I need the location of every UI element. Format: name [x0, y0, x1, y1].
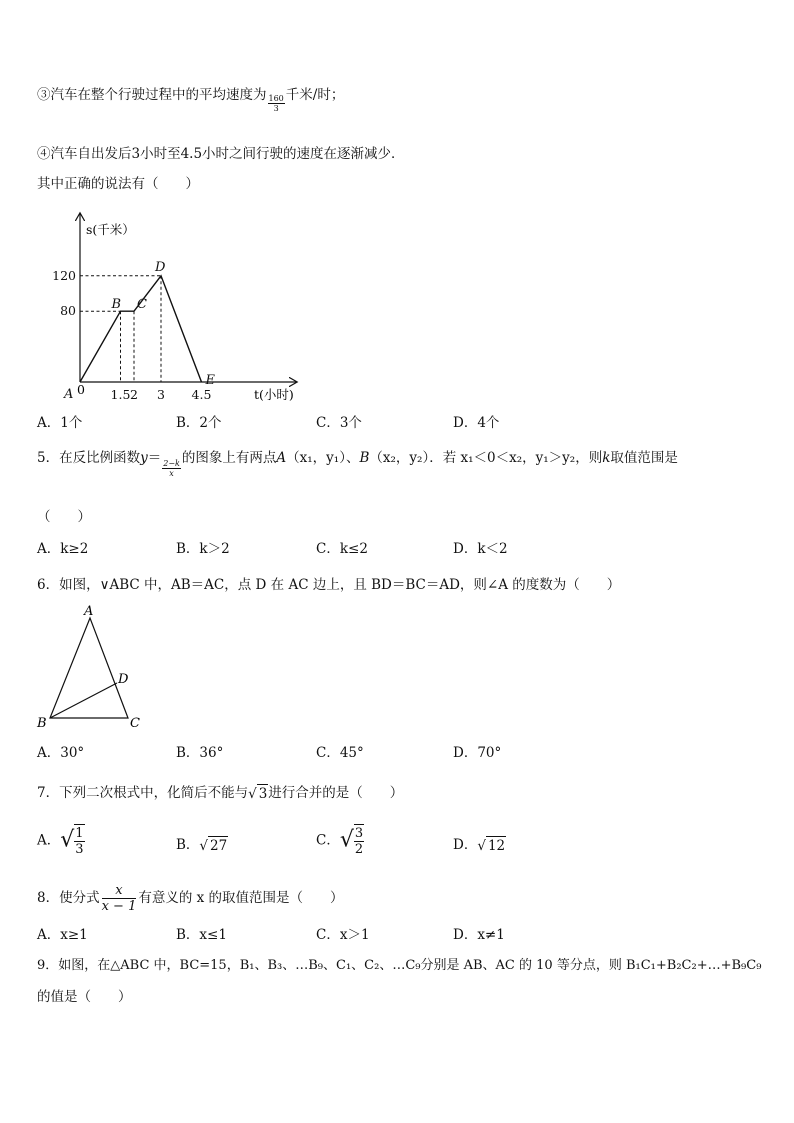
- q5-point-a: A: [276, 450, 287, 466]
- point-label-c: C: [137, 297, 147, 313]
- statement-3: [37, 86, 344, 113]
- numerator: 3: [354, 826, 364, 841]
- q6-option-c[interactable]: C．45°: [316, 745, 364, 761]
- fraction-numerator: 160: [268, 94, 284, 103]
- triangle-abc: [50, 618, 128, 718]
- distance-curve: [80, 276, 202, 382]
- q8-option-b[interactable]: B．x≤1: [176, 927, 227, 943]
- label-a: A: [84, 604, 94, 619]
- q7-option-b[interactable]: [176, 836, 228, 855]
- sqrt-fraction-3-2: [354, 824, 364, 857]
- q8-option-a[interactable]: A．x≥1: [37, 927, 88, 943]
- q7-prefix: 7．下列二次根式中，化简后不能与: [37, 785, 249, 801]
- q7-option-a[interactable]: A．√ $\frac{1}{3}$: [37, 826, 84, 857]
- q7-suffix: 进行合并的是（ ）: [268, 785, 404, 801]
- q5-option-c[interactable]: C．k≤2: [316, 541, 368, 557]
- q8-option-d[interactable]: D．x≠1: [453, 927, 505, 943]
- q6-stem: 6．如图，∨ABC 中，AB＝AC，点 D 在 AC 边上，且 BD＝BC＝AD，则∠A 的度数为（ ）: [37, 577, 621, 593]
- radicand: 27: [210, 838, 228, 854]
- x-tick-label-3: 3: [157, 387, 165, 402]
- label-c: C: [130, 716, 140, 731]
- y-tick-label-80: 80: [60, 303, 76, 319]
- q6-option-d[interactable]: D．70°: [453, 745, 502, 761]
- q5-function-fraction: [162, 459, 181, 478]
- q5-function-y: y: [140, 450, 148, 466]
- point-label-e: E: [205, 373, 215, 388]
- q7-option-b-label: B．: [176, 837, 200, 853]
- q6-option-b[interactable]: B．36°: [176, 745, 224, 761]
- q9-stem-line2: 的值是（ ）: [37, 989, 132, 1005]
- denominator: 3: [75, 842, 84, 857]
- q7-option-d-label: D．: [453, 837, 478, 853]
- q4-option-d[interactable]: D．4个: [453, 415, 500, 431]
- q8-suffix: 有意义的 x 的取值范围是（ ）: [138, 890, 344, 906]
- fraction-denominator: 3: [273, 104, 279, 113]
- q5-k: k: [602, 450, 611, 466]
- point-label-d: D: [155, 259, 166, 275]
- x-axis-label: t(小时): [254, 387, 294, 402]
- q5-option-b[interactable]: B．k＞2: [176, 541, 230, 557]
- statement-3-prefix: ③汽车在整个行驶过程中的平均速度为: [37, 87, 267, 103]
- q4-option-c[interactable]: C．3个: [316, 415, 362, 431]
- q5-option-d[interactable]: D．k＜2: [453, 541, 508, 557]
- point-label-a: A: [64, 387, 74, 402]
- q5-suffix: 取值范围是: [610, 450, 678, 466]
- q5-middle: 的图象上有两点: [181, 450, 277, 466]
- q7-stem: [37, 784, 403, 803]
- q9-stem-line1: 9．如图，在△ABC 中，BC=15，B₁、B₃、…B₉、C₁、C₂、…C₉分别是 AB、AC 的 10 等分点，则 B₁C₁+B₂C₂+…+B₉C₉: [37, 958, 762, 973]
- origin-label: 0: [77, 382, 85, 397]
- q5-fraction-denominator: x: [169, 469, 174, 478]
- statement-3-suffix: 千米/时；: [285, 87, 345, 103]
- average-speed-fraction: [268, 94, 285, 113]
- distance-time-graph: [50, 208, 310, 408]
- statement-4: ④汽车自出发后3小时至4.5小时之间行驶的速度在逐渐减少．: [37, 146, 405, 162]
- q5-point-a-coords: （x₁，y₁）: [286, 450, 346, 466]
- x-tick-label-2: 2: [130, 387, 138, 402]
- q4-option-a[interactable]: A．1个: [37, 415, 83, 431]
- q5-answer-paren: （ ）: [37, 509, 91, 525]
- q5-fraction-numerator: 2−k: [163, 459, 180, 468]
- q7-option-a-label: A．: [37, 832, 61, 849]
- x-tick-label-1-5: 1.5: [110, 387, 131, 402]
- sqrt-12: √ 12: [477, 838, 506, 854]
- label-d: D: [118, 672, 129, 687]
- q8-denominator: x − 1: [101, 898, 137, 914]
- radicand: 3: [258, 786, 268, 802]
- q8-numerator: x: [102, 883, 137, 899]
- q8-fraction: [102, 883, 137, 914]
- y-axis-label: s(千米）: [86, 222, 135, 237]
- q5-point-b-coords: （x₂，y₂）: [369, 450, 430, 466]
- x-tick-label-4-5: 4.5: [191, 387, 212, 402]
- q5-separator: 、: [345, 450, 360, 466]
- q5-equals: ＝: [147, 450, 162, 466]
- sqrt-3: √ 3: [248, 786, 268, 802]
- q4-option-b[interactable]: B．2个: [176, 415, 222, 431]
- q5-stem: [37, 449, 678, 478]
- q6-option-a[interactable]: A．30°: [37, 745, 85, 761]
- sqrt-27: √ 27: [199, 838, 228, 854]
- q7-option-c-label: C．: [316, 832, 340, 849]
- triangle-figure: [32, 604, 152, 732]
- question-prompt: 其中正确的说法有（ ）: [37, 176, 199, 192]
- sqrt-fraction-1-3: [74, 824, 84, 857]
- numerator: 1: [75, 826, 84, 841]
- q8-stem: [37, 880, 344, 916]
- label-b: B: [37, 716, 47, 731]
- q5-prefix: 5．在反比例函数: [37, 450, 141, 466]
- q5-condition: ．若 x₁＜0＜x₂，y₁＞y₂，则: [429, 450, 603, 466]
- segment-bd: [50, 683, 117, 718]
- q5-option-a[interactable]: A．k≥2: [37, 541, 89, 557]
- q8-option-c[interactable]: C．x＞1: [316, 927, 370, 943]
- point-label-b: B: [111, 297, 122, 313]
- radicand: 12: [487, 838, 506, 854]
- q8-prefix: 8．使分式: [37, 890, 100, 906]
- q5-point-b: B: [359, 450, 370, 466]
- y-tick-label-120: 120: [52, 267, 76, 283]
- denominator: 2: [354, 842, 364, 857]
- q7-option-c[interactable]: C．√ $\frac{3}{2}$: [316, 826, 364, 857]
- q7-option-d[interactable]: [453, 836, 506, 855]
